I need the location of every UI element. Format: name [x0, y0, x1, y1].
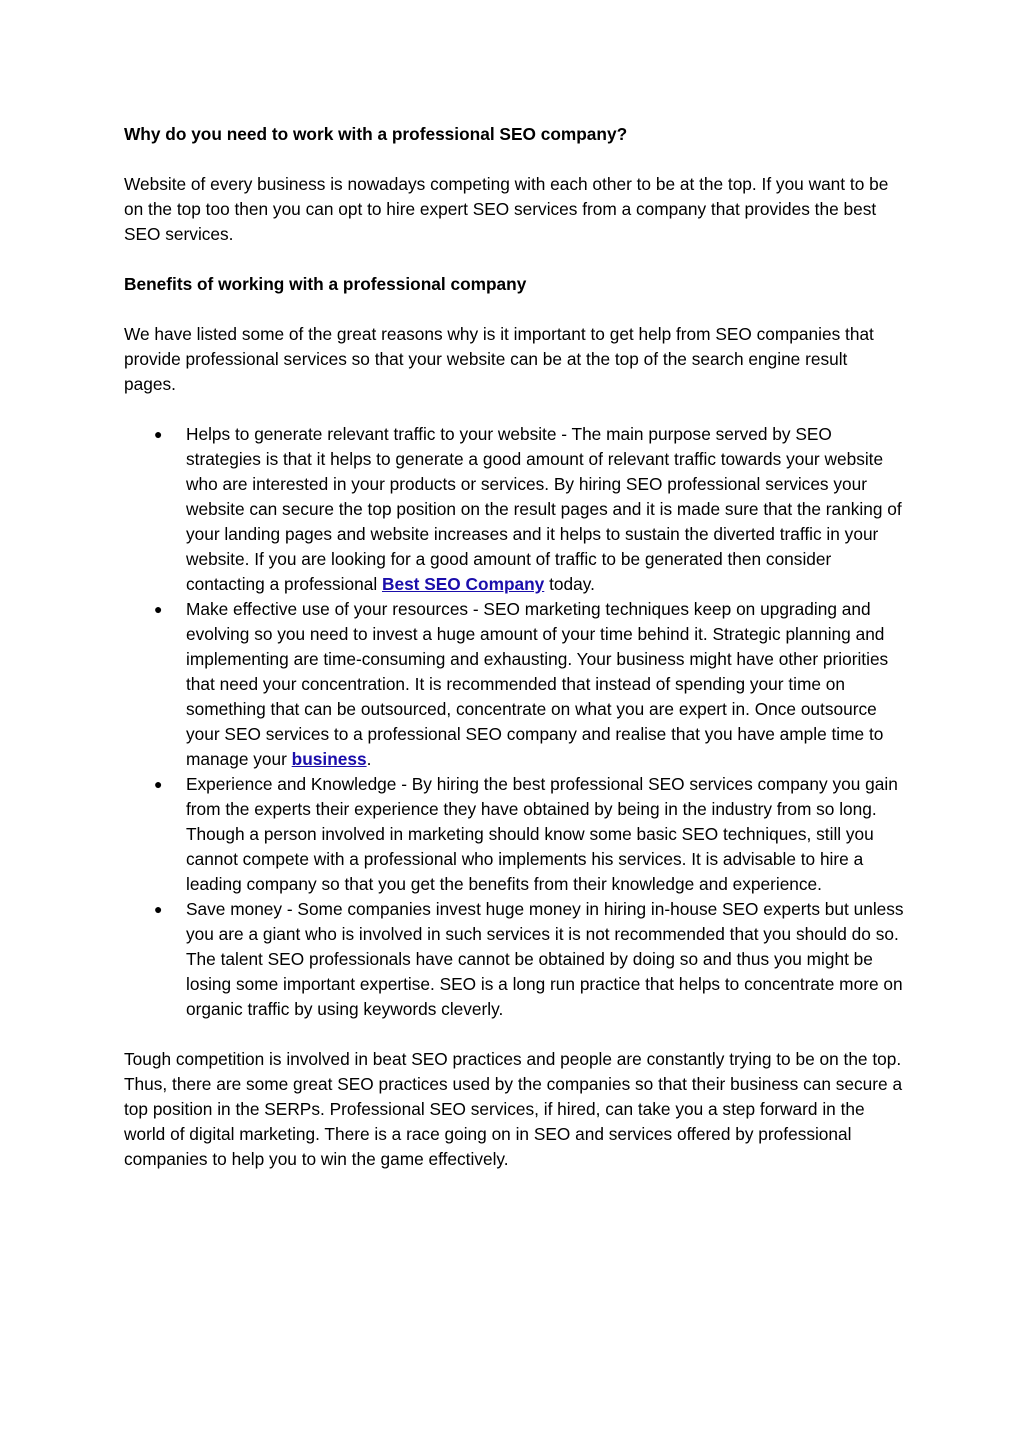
section-heading: Benefits of working with a professional company	[124, 274, 527, 294]
list-item-text: Experience and Knowledge - By hiring the best professional SEO services company you gain from the experts their experience they have obtained by being in the industry from so long. Though a person involved in marketing should know some basic SEO techniques, still you cannot compete with a professional who implements his services. It is advisable to hire a leading company so that you get the benefits from their knowledge and experience.	[186, 774, 898, 894]
list-item	[124, 597, 904, 772]
bullet-icon: ●	[154, 601, 163, 617]
bullet-icon: ●	[154, 901, 163, 917]
spacer	[124, 397, 904, 422]
benefits-list	[124, 422, 904, 1022]
closing-paragraph: Tough competition is involved in beat SEO practices and people are constantly trying to be on the top. Thus, there are some great SEO practices used by the companies so that their business can secure a top position in the SERPs. Professional SEO services, if hired, can take you a step forward in the world of digital marketing. There is a race going on in SEO and services offered by professional companies to help you to win the game effectively.	[124, 1049, 903, 1169]
lead-paragraph: We have listed some of the great reasons why is it important to get help from SEO companies that provide professional services so that your website can be at the top of the search engine result pages.	[124, 324, 874, 394]
spacer	[124, 147, 904, 172]
list-item-text: Save money - Some companies invest huge money in hiring in-house SEO experts but unless you are a giant who is involved in such services it is not recommended that you should do so. The talent SEO professionals have cannot be obtained by doing so and thus you might be losing some important expertise. SEO is a long run practice that helps to concentrate more on organic traffic by using keywords cleverly.	[186, 899, 904, 1019]
business-link[interactable]: business	[291, 749, 367, 769]
bullet-icon: ●	[154, 776, 163, 792]
list-item	[124, 422, 904, 597]
spacer	[124, 247, 904, 272]
spacer	[124, 1022, 904, 1047]
best-seo-company-link[interactable]: Best SEO Company	[381, 574, 545, 594]
bullet-icon: ●	[154, 426, 163, 442]
list-item	[124, 772, 904, 897]
document-page	[124, 122, 904, 1172]
list-item-text-end: today.	[544, 574, 595, 594]
list-item-text-end: .	[366, 749, 372, 769]
intro-paragraph: Website of every business is nowadays competing with each other to be at the top. If you want to be on the top too then you can opt to hire expert SEO services from a company that provides the best SEO services.	[124, 174, 889, 244]
page-heading: Why do you need to work with a professional SEO company?	[124, 124, 628, 144]
list-item-text: Make effective use of your resources - SEO marketing techniques keep on upgrading and evolving so you need to invest a huge amount of your time behind it. Strategic planning and implementing are time-consuming and exhausting. Your business might have other priorities that need your concentration. It is recommended that instead of spending your time on something that can be outsourced, concentrate on what you are expert in. Once outsource your SEO services to a professional SEO company and realise that you have ample time to manage your	[186, 599, 889, 769]
list-item	[124, 897, 904, 1022]
spacer	[124, 297, 904, 322]
list-item-text: Helps to generate relevant traffic to your website - The main purpose served by SEO strategies is that it helps to generate a good amount of relevant traffic towards your website who are interested in your products or services. By hiring SEO professional services your website can secure the top position on the result pages and it is made sure that the ranking of your landing pages and website increases and it helps to sustain the diverted traffic in your website. If you are looking for a good amount of traffic to be generated then consider contacting a professional	[186, 424, 902, 594]
